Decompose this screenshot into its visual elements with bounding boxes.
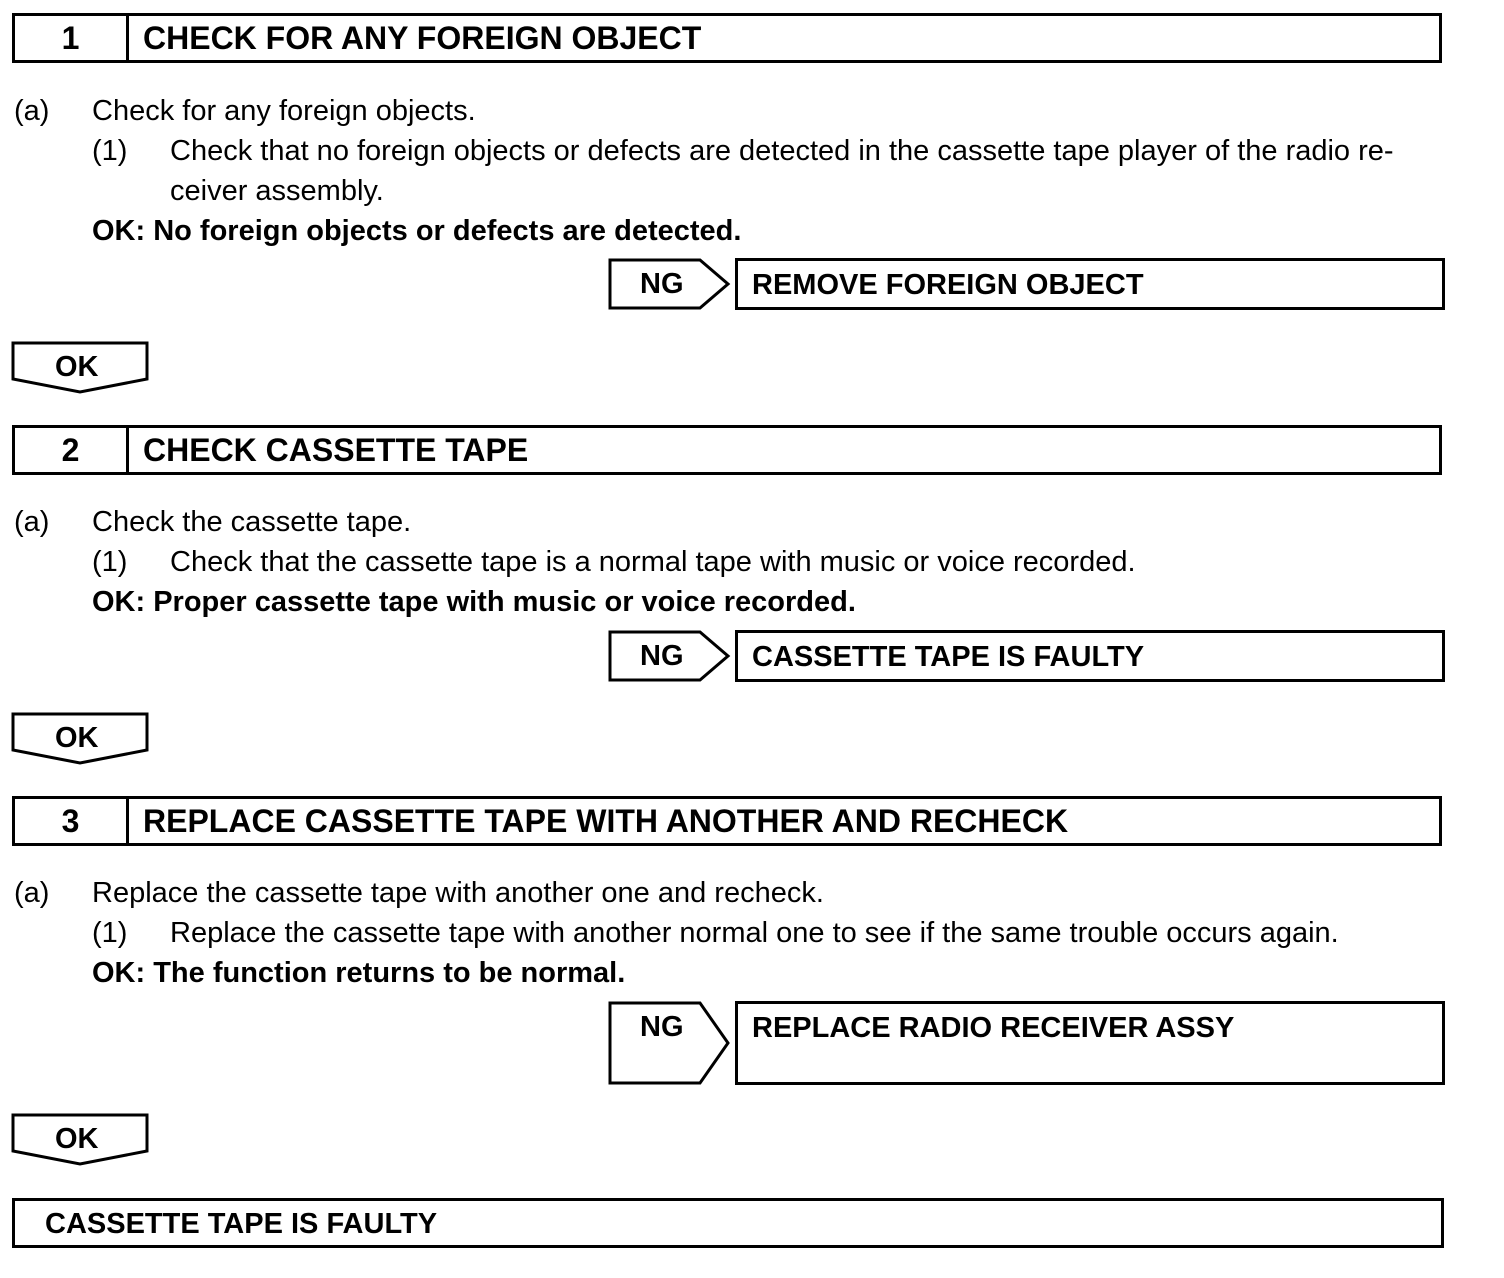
ok-criteria: OK: The function returns to be normal. <box>92 957 626 989</box>
ok-criteria: OK: Proper cassette tape with music or voice recorded. <box>92 586 856 618</box>
item-instruction-line1: Check that the cassette tape is a normal tape with music or voice recorded. <box>170 546 1136 578</box>
ng-result-box <box>735 258 1445 310</box>
item-instruction-line1: Replace the cassette tape with another normal one to see if the same trouble occurs again. <box>170 917 1339 949</box>
ok-label: OK <box>55 351 99 383</box>
ng-result-box <box>735 1001 1445 1085</box>
step-3-header <box>12 796 1442 846</box>
step-title: REPLACE CASSETTE TAPE WITH ANOTHER AND RECHECK <box>143 802 1069 839</box>
ok-label: OK <box>55 1123 99 1155</box>
sub-marker: (a) <box>14 877 50 909</box>
ng-result-text: REPLACE RADIO RECEIVER ASSY <box>752 1012 1235 1044</box>
item-instruction-line1: Check that no foreign objects or defects are detected in the cassette tape player of the radio re- <box>170 135 1394 167</box>
ng-label: NG <box>640 1011 684 1043</box>
final-result-text: CASSETTE TAPE IS FAULTY <box>45 1208 438 1240</box>
ok-label: OK <box>55 722 99 754</box>
sub-marker: (a) <box>14 506 50 538</box>
sub-instruction: Check for any foreign objects. <box>92 95 476 127</box>
step-number: 1 <box>15 16 129 60</box>
ng-label: NG <box>640 640 684 672</box>
step-2-header <box>12 425 1442 475</box>
item-instruction-line2: ceiver assembly. <box>170 175 384 207</box>
ng-result-text: REMOVE FOREIGN OBJECT <box>752 269 1144 301</box>
ng-result-box <box>735 630 1445 682</box>
step-number: 3 <box>15 799 129 843</box>
step-1-header <box>12 13 1442 63</box>
sub-marker: (a) <box>14 95 50 127</box>
ok-criteria: OK: No foreign objects or defects are detected. <box>92 215 742 247</box>
sub-instruction: Check the cassette tape. <box>92 506 412 538</box>
item-marker: (1) <box>92 135 128 167</box>
step-title: CHECK CASSETTE TAPE <box>143 431 529 468</box>
step-number: 2 <box>15 428 129 472</box>
final-result-box <box>12 1198 1444 1248</box>
item-marker: (1) <box>92 917 128 949</box>
ng-result-text: CASSETTE TAPE IS FAULTY <box>752 641 1145 673</box>
item-marker: (1) <box>92 546 128 578</box>
ng-label: NG <box>640 268 684 300</box>
step-title: CHECK FOR ANY FOREIGN OBJECT <box>143 19 702 56</box>
sub-instruction: Replace the cassette tape with another one and recheck. <box>92 877 824 909</box>
